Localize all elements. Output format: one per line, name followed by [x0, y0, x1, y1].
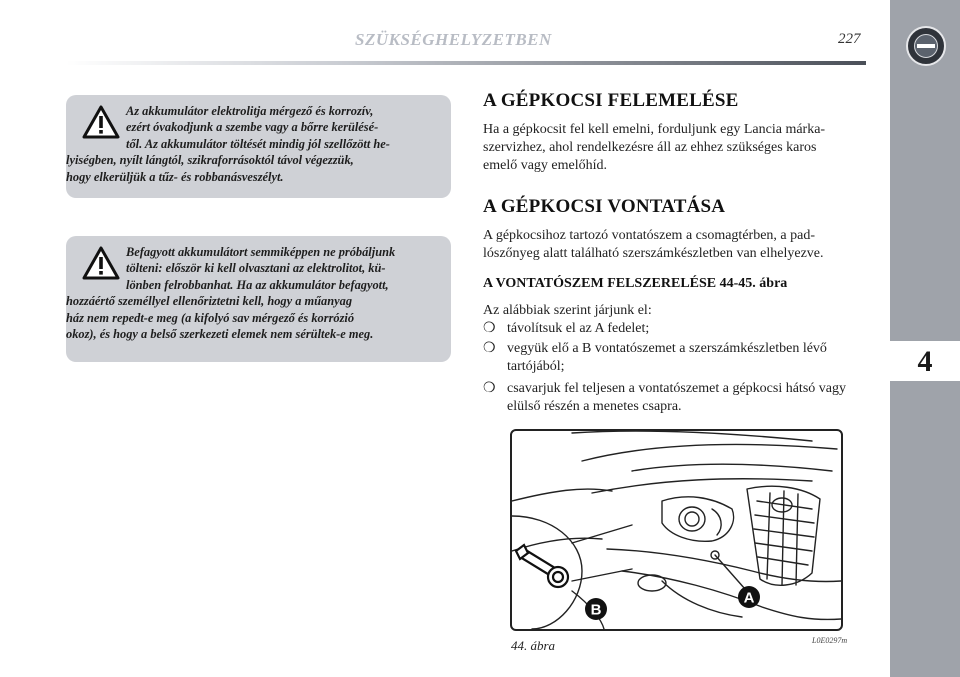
text-line: A gépkocsihoz tartozó vontatószem a csomagtérben, a pad-: [483, 228, 815, 243]
bullet-circle-icon: ❍: [483, 341, 496, 356]
label-a: A: [743, 589, 755, 607]
bullet-circle-icon: ❍: [483, 381, 496, 396]
lancia-logo: [906, 26, 946, 66]
subheading-tow-eye: A VONTATÓSZEM FELSZERELÉSE 44-45. ábra: [483, 276, 788, 291]
chapter-number: 4: [917, 345, 933, 378]
warning-line: tölteni: először ki kell olvasztani az elektrolitot, kü-: [126, 261, 386, 276]
warning-text: [66, 95, 451, 185]
text-line: emelő vagy emelőhíd.: [483, 158, 608, 173]
figure-caption: 44. ábra: [511, 638, 556, 653]
paragraph-towing: [483, 227, 868, 263]
warning-box-electrolyte: [66, 95, 451, 198]
chapter-sidebar: [890, 0, 960, 677]
warning-box-frozen-battery: [66, 236, 451, 362]
text-line: szervizhez, ahol rendelkezésre áll az ehhez szükséges karos: [483, 140, 817, 155]
figure-tow-eye-installation: [510, 429, 843, 631]
heading-lifting: A GÉPKOCSI FELEMELÉSE: [483, 90, 739, 111]
warning-line: ezért óvakodjunk a szembe vagy a bőrre kerülésé-: [126, 120, 379, 135]
bullet-circle-icon: ❍: [483, 321, 496, 336]
warning-line: től. Az akkumulátor töltését mindig jól szellőzött he-: [126, 136, 390, 151]
section-title: SZÜKSÉGHELYZETBEN: [355, 30, 552, 49]
car-front-illustration: [512, 431, 841, 629]
warning-line: lönben felrobbanhat. Ha az akkumulátor befagyott,: [126, 277, 389, 292]
figure-code: L0E0297m: [812, 636, 848, 645]
header-rule: [66, 61, 866, 65]
warning-line: lyiségben, nyílt lángtól, szikraforrásoktól távol végezzük,: [66, 153, 354, 168]
warning-line: Az akkumulátor elektrolitja mérgező és korrozív,: [126, 104, 374, 118]
text-line: lószőnyeg alatt található szerszámkészletben van elhelyezve.: [483, 246, 824, 261]
paragraph-lifting: [483, 121, 868, 175]
warning-line: hogy elkerüljük a tűz- és robbanásveszélyt.: [66, 169, 284, 184]
heading-towing: A GÉPKOCSI VONTATÁSA: [483, 196, 726, 217]
intro-text: Az alábbiak szerint járjunk el:: [483, 303, 652, 318]
page-number: 227: [838, 31, 861, 47]
warning-line: hozzáértő személlyel ellenőriztetni kell, hogy a műanyag: [66, 294, 353, 309]
warning-text: [66, 236, 451, 342]
warning-line: okoz), és hogy a belső szerkezeti elemek nem sérültek-e meg.: [66, 327, 374, 342]
warning-line: ház nem repedt-e meg (a kifolyó sav mérgező és korrózió: [66, 310, 355, 325]
chapter-tab[interactable]: [890, 341, 960, 381]
warning-line: Befagyott akkumulátort semmiképpen ne próbáljunk: [126, 245, 396, 259]
label-b: B: [590, 601, 602, 619]
text-line: Ha a gépkocsit fel kell emelni, forduljunk egy Lancia márka-: [483, 122, 826, 137]
